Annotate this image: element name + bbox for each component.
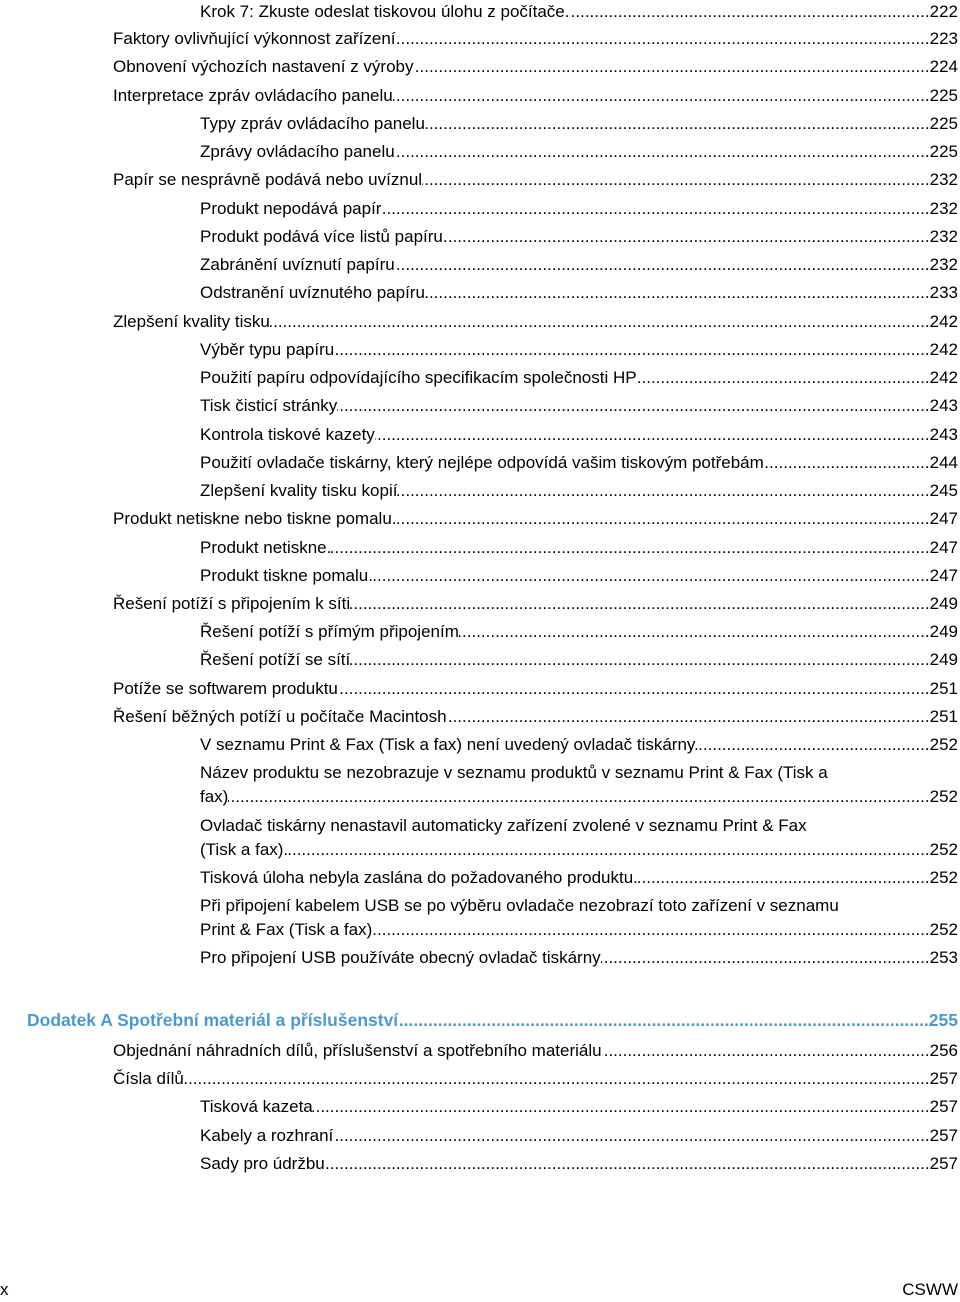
dot-leader <box>398 1008 929 1032</box>
dot-leader <box>288 838 929 862</box>
toc-entry[interactable] <box>200 733 958 757</box>
toc-entry-page: 252 <box>929 735 958 754</box>
toc-entry-page: 257 <box>929 1154 958 1173</box>
dot-leader <box>313 1095 930 1119</box>
toc-entry-title: Tisková úloha nebyla zaslána do požadovaného produktu. <box>200 868 638 887</box>
dot-leader <box>414 55 930 79</box>
toc-entry-page: 232 <box>929 199 958 218</box>
dot-leader <box>350 592 929 616</box>
toc-entry-title: Odstranění uvíznutého papíru <box>200 283 425 302</box>
toc-entry[interactable] <box>200 197 958 221</box>
toc-entry-page: 243 <box>929 425 958 444</box>
toc-entry-title: Zlepšení kvality tisku <box>113 312 270 331</box>
toc-entry-page: 242 <box>929 312 958 331</box>
toc-entry[interactable] <box>200 620 958 644</box>
dot-leader <box>337 394 929 418</box>
toc-entry-title: Kontrola tiskové kazety <box>200 425 375 444</box>
toc-entry-page: 223 <box>929 29 958 48</box>
toc-entry[interactable] <box>200 281 958 305</box>
toc-entry[interactable] <box>113 592 958 616</box>
toc-entry-page: 232 <box>929 227 958 246</box>
toc-entry-page: 225 <box>929 142 958 161</box>
toc-entry[interactable] <box>200 1124 958 1148</box>
dot-leader <box>764 451 930 475</box>
dot-leader <box>397 507 930 531</box>
toc-entry[interactable] <box>200 423 958 447</box>
toc-entry-page: 252 <box>929 787 958 806</box>
toc-entry-title: Název produktu se nezobrazuje v seznamu produktů v seznamu Print & Fax (Tisk a <box>200 763 828 782</box>
toc-entry-page: 252 <box>929 920 958 939</box>
dot-leader <box>395 253 930 277</box>
dot-leader <box>397 479 929 503</box>
toc-entry[interactable] <box>113 84 958 108</box>
toc-entry-title: Pro připojení USB používáte obecný ovladač tiskárny <box>200 948 601 967</box>
toc-entry[interactable] <box>200 112 958 136</box>
toc-entry-title: Potíže se softwarem produktu <box>113 679 338 698</box>
toc-entry-page: 225 <box>929 86 958 105</box>
toc-entry-page: 252 <box>929 840 958 859</box>
dot-leader <box>228 785 929 809</box>
toc-entry-title: Obnovení výchozích nastavení z výroby <box>113 57 414 76</box>
toc-entry-page: 247 <box>929 566 958 585</box>
dot-leader <box>637 366 930 390</box>
toc-entry-title: Produkt netiskne. <box>200 538 332 557</box>
dot-leader <box>395 140 930 164</box>
toc-entry-title: Při připojení kabelem USB se po výběru ovladače nezobrazí toto zařízení v seznamu <box>200 896 839 915</box>
toc-entry-title: Použití ovladače tiskárny, který nejlépe odpovídá vašim tiskovým potřebám <box>200 453 764 472</box>
toc-entry[interactable] <box>200 946 958 970</box>
toc-entry-page: 249 <box>929 594 958 613</box>
toc-entry-title: Řešení potíží s připojením k síti <box>113 594 351 613</box>
toc-entry[interactable] <box>113 1067 958 1091</box>
toc-entry-title-continued: (Tisk a fax). <box>200 840 289 859</box>
toc-entry-title-continued: fax) <box>200 787 229 806</box>
toc-entry-title: Objednání náhradních dílů, příslušenství a spotřebního materiálu <box>113 1041 602 1060</box>
toc-entry[interactable] <box>113 27 958 51</box>
dot-leader <box>325 1152 930 1176</box>
toc-entry-page: 256 <box>929 1041 958 1060</box>
toc-entry[interactable] <box>200 1152 958 1176</box>
dot-leader <box>338 677 930 701</box>
dot-leader <box>377 918 930 942</box>
toc-entry-title: Kabely a rozhraní <box>200 1126 334 1145</box>
dot-leader <box>699 733 930 757</box>
toc-entry[interactable] <box>200 894 958 942</box>
toc-entry-title: Produkt netiskne nebo tiskne pomalu. <box>113 509 397 528</box>
toc-entry-title: Zprávy ovládacího panelu <box>200 142 395 161</box>
dot-leader <box>334 338 929 362</box>
toc-entry[interactable] <box>200 394 958 418</box>
toc-entry-page: 247 <box>929 509 958 528</box>
toc-entry-page: 244 <box>929 453 958 472</box>
toc-entry-page: 225 <box>929 114 958 133</box>
toc-entry-page: 253 <box>929 948 958 967</box>
toc-entry[interactable] <box>200 814 958 862</box>
toc-entry-title: Faktory ovlivňující výkonnost zařízení <box>113 29 396 48</box>
toc-entry[interactable] <box>27 1008 958 1032</box>
dot-leader <box>602 1039 930 1063</box>
toc-entry[interactable] <box>200 866 958 890</box>
dot-leader <box>373 564 930 588</box>
toc-entry-page: 242 <box>929 340 958 359</box>
dot-leader <box>333 1124 929 1148</box>
toc-entry-page: 251 <box>929 679 958 698</box>
dot-leader <box>425 112 930 136</box>
toc-entry-title-continued: Print & Fax (Tisk a fax). <box>200 920 377 939</box>
toc-entry[interactable] <box>113 310 958 334</box>
toc-entry-page: 242 <box>929 368 958 387</box>
toc-entry-title: Ovladač tiskárny nenastavil automaticky zařízení zvolené v seznamu Print & Fax <box>200 816 807 835</box>
toc-entry-page: 224 <box>929 57 958 76</box>
dot-leader <box>459 620 930 644</box>
toc-entry-page: 232 <box>929 170 958 189</box>
toc-entry[interactable] <box>113 677 958 701</box>
toc-entry-title: Výběr typu papíru <box>200 340 335 359</box>
toc-entry-page: 257 <box>929 1126 958 1145</box>
toc-entry[interactable] <box>200 225 958 249</box>
toc-entry-title: Zlepšení kvality tisku kopií <box>200 481 398 500</box>
toc-entry-page: 245 <box>929 481 958 500</box>
toc-entry-title: Tisková kazeta <box>200 1097 313 1116</box>
toc-entry[interactable] <box>200 536 958 560</box>
toc-entry-title: Tisk čisticí stránky <box>200 396 338 415</box>
dot-leader <box>422 168 930 192</box>
toc-entry-page: 222 <box>929 2 958 21</box>
toc-entry-title: V seznamu Print & Fax (Tisk a fax) není uvedený ovladač tiskárny. <box>200 735 699 754</box>
toc-entry-title: Produkt nepodává papír <box>200 199 382 218</box>
dot-leader <box>331 536 929 560</box>
toc-entry-title: Čísla dílů <box>113 1069 184 1088</box>
toc-entry-page: 233 <box>929 283 958 302</box>
toc-entry-page: 257 <box>929 1069 958 1088</box>
toc-entry-title: Produkt podává více listů papíru. <box>200 227 448 246</box>
toc-entry-page: 257 <box>929 1097 958 1116</box>
dot-leader <box>569 0 929 24</box>
dot-leader <box>350 648 929 672</box>
toc-entry-title: Sady pro údržbu <box>200 1154 325 1173</box>
toc-entry[interactable] <box>113 55 958 79</box>
dot-leader <box>638 866 930 890</box>
toc-entry[interactable] <box>200 0 958 24</box>
toc-entry-title: Dodatek A Spotřební materiál a příslušenství <box>27 1010 399 1030</box>
dot-leader <box>396 27 930 51</box>
dot-leader <box>393 84 930 108</box>
toc-entry-title: Řešení běžných potíží u počítače Macintosh <box>113 707 447 726</box>
toc-entry[interactable] <box>113 507 958 531</box>
toc-entry[interactable] <box>200 1095 958 1119</box>
toc-entry[interactable] <box>200 479 958 503</box>
toc-entry-title: Použití papíru odpovídajícího specifikacím společnosti HP <box>200 368 637 387</box>
toc-entry-page: 255 <box>928 1010 958 1030</box>
dot-leader <box>381 197 929 221</box>
footer-label: CSWW <box>902 1280 958 1299</box>
toc-entry-title: Zabránění uvíznutí papíru <box>200 255 395 274</box>
dot-leader <box>425 281 930 305</box>
toc-entry[interactable] <box>200 253 958 277</box>
toc-entry-title: Produkt tiskne pomalu. <box>200 566 373 585</box>
toc-entry-page: 249 <box>929 650 958 669</box>
toc-entry[interactable] <box>200 140 958 164</box>
toc-entry[interactable] <box>113 1039 958 1063</box>
toc-entry[interactable] <box>200 338 958 362</box>
toc-entry-title: Interpretace zpráv ovládacího panelu <box>113 86 393 105</box>
toc-entry[interactable] <box>200 366 958 390</box>
dot-leader <box>375 423 930 447</box>
toc-entry-page: 251 <box>929 707 958 726</box>
toc-entry-title: Řešení potíží s přímým připojením <box>200 622 459 641</box>
toc-entry[interactable] <box>200 761 958 809</box>
toc-entry[interactable] <box>200 564 958 588</box>
toc-entry[interactable] <box>113 168 958 192</box>
dot-leader <box>447 705 930 729</box>
dot-leader <box>270 310 930 334</box>
toc-entry-page: 249 <box>929 622 958 641</box>
toc-entry-page: 247 <box>929 538 958 557</box>
toc-entry[interactable] <box>200 648 958 672</box>
toc-entry[interactable] <box>113 705 958 729</box>
toc-entry-title: Krok 7: Zkuste odeslat tiskovou úlohu z počítače. <box>200 2 570 21</box>
toc-entry-title: Papír se nesprávně podává nebo uvíznul <box>113 170 423 189</box>
dot-leader <box>184 1067 930 1091</box>
toc-entry-page: 243 <box>929 396 958 415</box>
toc-entry-title: Typy zpráv ovládacího panelu <box>200 114 425 133</box>
toc-entry-page: 252 <box>929 868 958 887</box>
dot-leader <box>448 225 930 249</box>
dot-leader <box>601 946 930 970</box>
toc-entry-page: 232 <box>929 255 958 274</box>
toc-entry-title: Řešení potíží se sítí <box>200 650 351 669</box>
page-number: x <box>0 1280 9 1299</box>
toc-entry[interactable] <box>200 451 958 475</box>
